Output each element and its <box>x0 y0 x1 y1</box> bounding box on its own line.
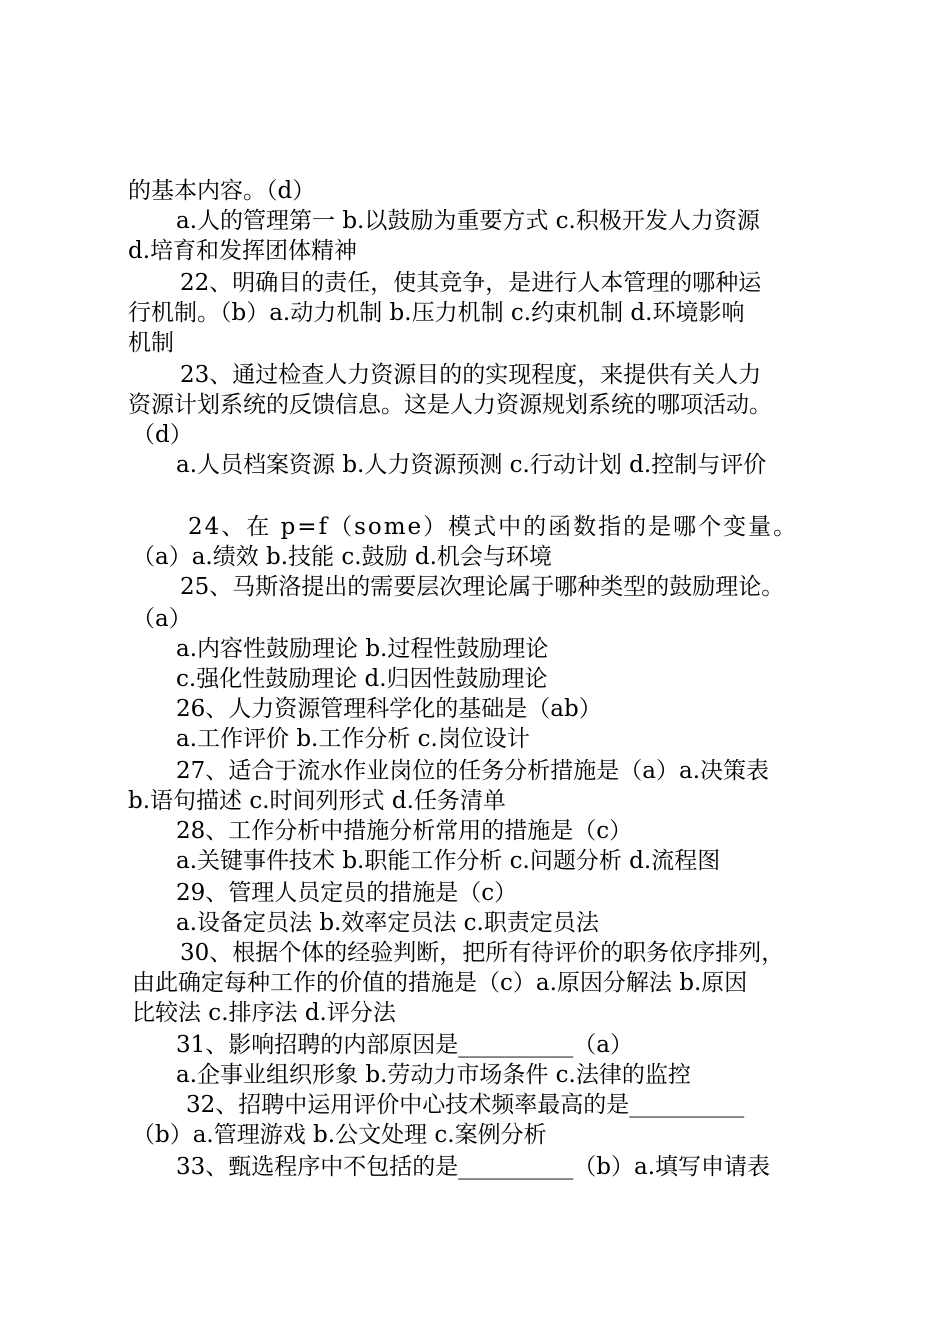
text-line: （d） <box>132 422 193 448</box>
text-line: 比较法 c.排序法 d.评分法 <box>132 1000 396 1026</box>
text-line: c.强化性鼓励理论 d.归因性鼓励理论 <box>176 666 548 692</box>
text-line: a.工作评价 b.工作分析 c.岗位设计 <box>176 726 530 752</box>
question-25: 25、马斯洛提出的需要层次理论属于哪种类型的鼓励理论。 <box>180 574 785 600</box>
text-line: a.人的管理第一 b.以鼓励为重要方式 c.积极开发人力资源 <box>176 208 760 234</box>
text-line: a.内容性鼓励理论 b.过程性鼓励理论 <box>176 636 549 662</box>
question-28: 28、工作分析中措施分析常用的措施是（c） <box>176 818 633 844</box>
question-31: 31、影响招聘的内部原因是__________（a） <box>176 1032 633 1058</box>
question-29: 29、管理人员定员的措施是（c） <box>176 880 518 906</box>
question-33: 33、甄选程序中不包括的是__________（b）a.填写申请表 <box>176 1154 771 1180</box>
question-26: 26、人力资源管理科学化的基础是（ab） <box>176 696 602 722</box>
text-line: 资源计划系统的反馈信息。这是人力资源规划系统的哪项活动。 <box>128 392 772 418</box>
text-line: 机制 <box>128 330 174 356</box>
text-line: a.人员档案资源 b.人力资源预测 c.行动计划 d.控制与评价 <box>176 452 767 478</box>
question-24: 24、在 p=f（some）模式中的函数指的是哪个变量。 <box>188 514 799 540</box>
question-23: 23、通过检查人力资源目的的实现程度，来提供有关人力 <box>180 362 762 388</box>
text-line: a.设备定员法 b.效率定员法 c.职责定员法 <box>176 910 599 936</box>
question-27: 27、适合于流水作业岗位的任务分析措施是（a）a.决策表 <box>176 758 770 784</box>
text-line: a.关键事件技术 b.职能工作分析 c.问题分析 d.流程图 <box>176 848 721 874</box>
text-line: （a）a.绩效 b.技能 c.鼓励 d.机会与环境 <box>132 544 552 570</box>
text-line: a.企事业组织形象 b.劳动力市场条件 c.法律的监控 <box>176 1062 691 1088</box>
text-line: （a） <box>132 606 192 632</box>
text-line: b.语句描述 c.时间列形式 d.任务清单 <box>128 788 506 814</box>
question-30: 30、根据个体的经验判断，把所有待评价的职务依序排列， <box>180 940 785 966</box>
text-line: d.培育和发挥团体精神 <box>128 238 358 264</box>
text-line: 由此确定每种工作的价值的措施是（c）a.原因分解法 b.原因 <box>132 970 748 996</box>
text-line: （b）a.管理游戏 b.公文处理 c.案例分析 <box>132 1122 547 1148</box>
question-22: 22、明确目的责任，使其竞争，是进行人本管理的哪种运 <box>180 270 762 296</box>
question-32: 32、招聘中运用评价中心技术频率最高的是__________ <box>186 1092 745 1118</box>
text-line: 行机制。（b）a.动力机制 b.压力机制 c.约束机制 d.环境影响 <box>128 300 745 326</box>
text-line: 的基本内容。（d） <box>128 178 316 204</box>
